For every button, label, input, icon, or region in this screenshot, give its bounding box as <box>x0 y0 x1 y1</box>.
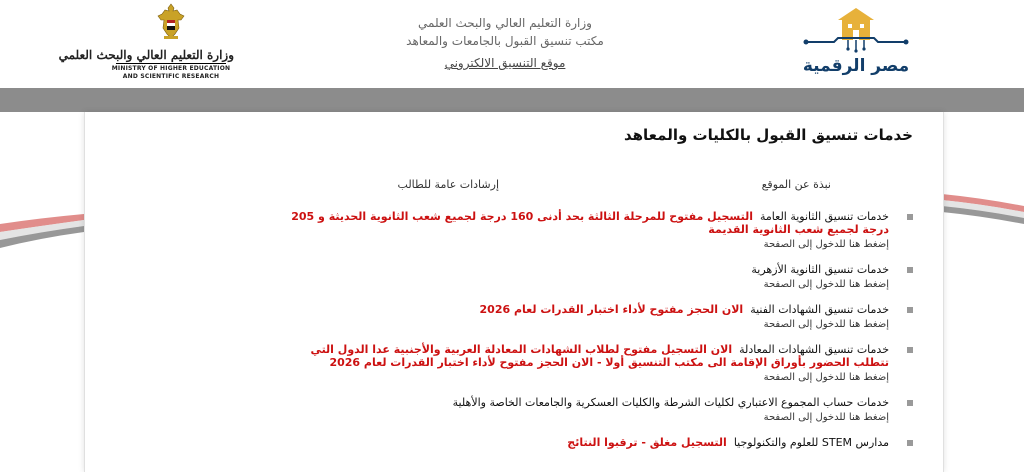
enter-page-link[interactable]: إضغط هنا للدخول إلى الصفحة <box>763 412 889 423</box>
header-titles <box>400 14 610 72</box>
office-line: مكتب تنسيق القبول بالجامعات والمعاهد <box>406 34 604 48</box>
ministry-name-en: AND SCIENTIFIC RESEARCH <box>122 73 220 80</box>
ministry-name-ar: وزارة التعليم العالي والبحث العلمي <box>58 48 234 62</box>
service-title: خدمات تنسيق الشهادات المعادلة <box>739 343 889 356</box>
bullet-icon <box>907 440 913 446</box>
flag-ribbon-icon <box>942 188 1024 244</box>
service-title: خدمات حساب المجموع الاعتباري لكليات الشرطة والكليات العسكرية والجامعات الخاصة والأهلية <box>452 396 889 409</box>
left-margin <box>0 112 84 472</box>
divider <box>116 63 226 64</box>
enter-page-link[interactable]: إضغط هنا للدخول إلى الصفحة <box>763 372 889 383</box>
digital-egypt-icon <box>800 2 912 58</box>
service-item-total-calc <box>289 396 919 424</box>
service-note: الان الحجز مفتوح لأداء اختبار القدرات لعام 2026 <box>479 303 744 316</box>
service-item-equivalent <box>289 343 919 384</box>
ministry-line: وزارة التعليم العالي والبحث العلمي <box>418 16 592 30</box>
service-note: التسجيل مغلق - ترقبوا النتائج <box>567 436 727 449</box>
portal-link[interactable]: موقع التنسيق الالكتروني <box>444 56 566 70</box>
service-item-thanaweya-amma <box>289 210 919 251</box>
services-list <box>289 210 919 461</box>
enter-page-link[interactable]: إضغط هنا للدخول إلى الصفحة <box>763 279 889 290</box>
ministry-logo <box>58 2 234 86</box>
service-title: خدمات تنسيق الثانوية العامة <box>760 210 889 223</box>
service-item-technical <box>289 303 919 331</box>
bullet-icon <box>907 400 913 406</box>
brand-label: مصر الرقمية <box>802 56 910 76</box>
service-note: الان التسجيل مفتوح لطلاب الشهادات المعادلة العربية والأجنبية عدا الدول التي تتطلب الحضور بأوراق الإقامة الى مكتب التنسيق أولا - الان الحجز مفتوح لأداء اختبار القدرات لعام 2026 <box>310 343 889 369</box>
digital-egypt-logo <box>800 2 912 84</box>
service-title: خدمات تنسيق الشهادات الفنية <box>750 303 889 316</box>
right-margin <box>942 112 1024 472</box>
enter-page-link[interactable]: إضغط هنا للدخول إلى الصفحة <box>763 239 889 250</box>
main-content <box>84 112 944 472</box>
eagle-emblem-icon <box>154 2 188 42</box>
nav-about-link[interactable]: نبذة عن الموقع <box>761 178 831 191</box>
service-item-azhar <box>289 263 919 291</box>
bullet-icon <box>907 267 913 273</box>
service-title: خدمات تنسيق الثانوية الأزهرية <box>751 263 889 276</box>
flag-ribbon-icon <box>0 210 84 270</box>
enter-page-link[interactable]: إضغط هنا للدخول إلى الصفحة <box>763 319 889 330</box>
service-item-stem <box>289 436 919 449</box>
service-note: التسجيل مفتوح للمرحلة الثالثة بحد أدنى 160 درجة لجميع شعب الثانوية الحديثة و 205 درجة لجميع شعب الثانوية القديمة <box>291 210 889 236</box>
bullet-icon <box>907 347 913 353</box>
nav-guide-link[interactable]: إرشادات عامة للطالب <box>397 178 499 191</box>
page-title: خدمات تنسيق القبول بالكليات والمعاهد <box>623 126 913 144</box>
bullet-icon <box>907 307 913 313</box>
service-title: مدارس STEM للعلوم والتكنولوجيا <box>733 436 889 449</box>
header-band <box>0 88 1024 112</box>
ministry-name-en: MINISTRY OF HIGHER EDUCATION <box>111 65 231 72</box>
bullet-icon <box>907 214 913 220</box>
site-header <box>0 0 1024 88</box>
